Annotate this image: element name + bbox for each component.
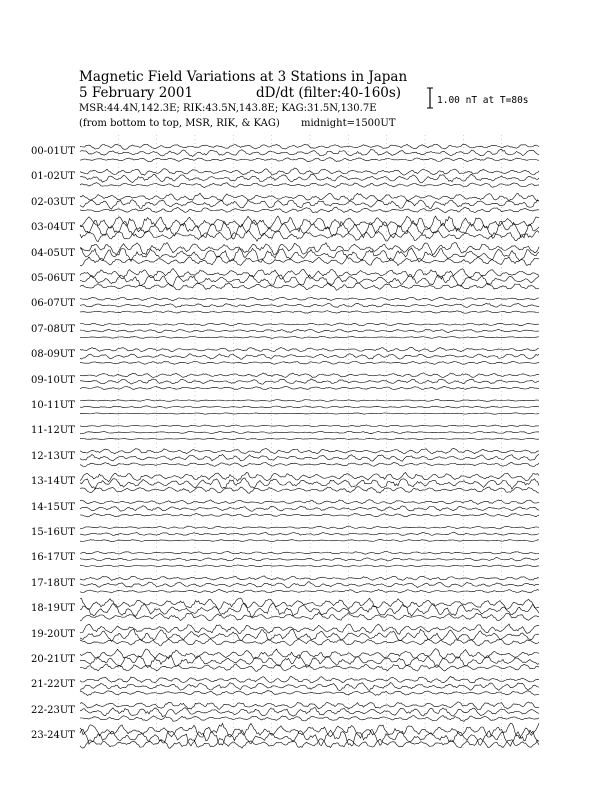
row-label-11-12UT: 11-12UT (31, 425, 75, 437)
trace-23-24UT-station-2 (80, 729, 539, 746)
trace-22-23UT-station-2 (80, 708, 539, 717)
trace-16-17UT-station-1 (80, 552, 539, 555)
trace-07-08UT-station-3 (80, 336, 539, 338)
trace-02-03UT-station-3 (80, 207, 539, 213)
row-label-04-05UT: 04-05UT (31, 247, 75, 259)
row-label-00-01UT: 00-01UT (31, 146, 75, 157)
trace-10-11UT-station-2 (80, 406, 539, 408)
trace-03-04UT-station-3 (80, 230, 539, 242)
trace-12-13UT-station-3 (80, 463, 539, 467)
row-label-10-11UT: 10-11UT (31, 400, 75, 411)
trace-16-17UT-station-2 (80, 558, 539, 561)
date-label: 5 February 2001 (79, 85, 194, 101)
trace-11-12UT-station-3 (80, 438, 539, 439)
row-label-23-24UT: 23-24UT (31, 730, 75, 742)
trace-23-24UT-station-3 (80, 738, 539, 748)
trace-21-22UT-station-2 (80, 682, 539, 690)
trace-20-21UT-station-1 (80, 649, 539, 659)
trace-04-05UT-station-3 (80, 257, 539, 266)
trace-14-15UT-station-2 (80, 506, 539, 511)
trace-19-20UT-station-1 (80, 624, 539, 634)
trace-12-13UT-station-2 (80, 454, 539, 461)
trace-18-19UT-station-3 (80, 612, 539, 620)
trace-02-03UT-station-2 (80, 200, 539, 209)
trace-15-16UT-station-2 (80, 532, 539, 535)
trace-22-23UT-station-3 (80, 715, 539, 721)
trace-14-15UT-station-1 (80, 500, 539, 505)
trace-08-09UT-station-3 (80, 361, 539, 364)
trace-14-15UT-station-3 (80, 513, 539, 516)
trace-19-20UT-station-2 (80, 629, 539, 641)
trace-00-01UT-station-2 (80, 149, 539, 156)
row-label-03-04UT: 03-04UT (31, 222, 75, 234)
trace-07-08UT-station-1 (80, 323, 539, 326)
trace-07-08UT-station-2 (80, 329, 539, 332)
row-label-22-23UT: 22-23UT (31, 704, 75, 716)
chart-title: Magnetic Field Variations at 3 Stations in Japan (79, 69, 408, 85)
trace-17-18UT-station-2 (80, 582, 539, 588)
row-label-12-13UT: 12-13UT (31, 450, 75, 462)
trace-04-05UT-station-1 (80, 242, 539, 254)
row-label-15-16UT: 15-16UT (31, 527, 75, 538)
trace-02-03UT-station-1 (80, 193, 539, 201)
trace-06-07UT-station-2 (80, 303, 539, 307)
trace-16-17UT-station-3 (80, 565, 539, 567)
trace-00-01UT-station-1 (80, 144, 539, 149)
row-label-13-14UT: 13-14UT (31, 476, 75, 488)
traces (80, 144, 539, 748)
trace-09-10UT-station-2 (80, 379, 539, 384)
trace-18-19UT-station-2 (80, 603, 539, 616)
trace-08-09UT-station-1 (80, 347, 539, 352)
trace-09-10UT-station-3 (80, 386, 539, 389)
trace-12-13UT-station-1 (80, 449, 539, 454)
trace-17-18UT-station-1 (80, 576, 539, 580)
trace-09-10UT-station-1 (80, 373, 539, 378)
trace-11-12UT-station-2 (80, 431, 539, 433)
trace-21-22UT-station-1 (80, 676, 539, 683)
row-label-14-15UT: 14-15UT (31, 501, 75, 513)
trace-15-16UT-station-1 (80, 526, 539, 529)
row-label-02-03UT: 02-03UT (31, 196, 75, 208)
row-label-18-19UT: 18-19UT (31, 603, 75, 615)
row-label-05-06UT: 05-06UT (31, 273, 75, 284)
trace-01-02UT-station-1 (80, 168, 539, 175)
trace-19-20UT-station-3 (80, 639, 539, 646)
row-label-08-09UT: 08-09UT (31, 349, 75, 361)
trace-00-01UT-station-3 (80, 158, 539, 162)
trace-10-11UT-station-3 (80, 413, 539, 414)
trace-05-06UT-station-3 (80, 283, 539, 290)
scale-bar (427, 88, 433, 108)
stations-label: MSR:44.4N,142.3E; RIK:43.5N,143.8E; KAG:31.5N,130.7E (79, 103, 377, 114)
row-label-01-02UT: 01-02UT (31, 171, 75, 183)
trace-21-22UT-station-3 (80, 691, 539, 696)
trace-15-16UT-station-3 (80, 540, 539, 542)
trace-11-12UT-station-1 (80, 425, 539, 427)
row-label-06-07UT: 06-07UT (31, 298, 75, 310)
trace-13-14UT-station-3 (80, 487, 539, 494)
trace-17-18UT-station-3 (80, 589, 539, 592)
trace-05-06UT-station-2 (80, 274, 539, 286)
trace-01-02UT-station-2 (80, 174, 539, 183)
trace-04-05UT-station-2 (80, 248, 539, 262)
filter-label: dD/dt (filter:40-160s) (256, 85, 402, 101)
trace-18-19UT-station-1 (80, 598, 539, 609)
row-label-21-22UT: 21-22UT (31, 679, 75, 691)
row-label-20-21UT: 20-21UT (31, 654, 75, 665)
row-label-07-08UT: 07-08UT (31, 323, 75, 335)
midnight-label: midnight=1500UT (301, 118, 396, 129)
row-label-17-18UT: 17-18UT (31, 577, 75, 589)
order-label: (from bottom to top, MSR, RIK, & KAG) (79, 118, 280, 129)
trace-13-14UT-station-1 (80, 472, 539, 481)
trace-06-07UT-station-3 (80, 311, 539, 313)
trace-22-23UT-station-1 (80, 702, 539, 710)
row-label-16-17UT: 16-17UT (31, 552, 75, 564)
trace-01-02UT-station-3 (80, 183, 539, 188)
trace-06-07UT-station-1 (80, 297, 539, 300)
trace-08-09UT-station-2 (80, 354, 539, 359)
trace-10-11UT-station-1 (80, 400, 539, 402)
scale-label: 1.00 nT at T=80s (437, 95, 529, 106)
row-label-09-10UT: 09-10UT (31, 374, 75, 386)
trace-13-14UT-station-2 (80, 478, 539, 489)
row-label-19-20UT: 19-20UT (31, 628, 75, 640)
